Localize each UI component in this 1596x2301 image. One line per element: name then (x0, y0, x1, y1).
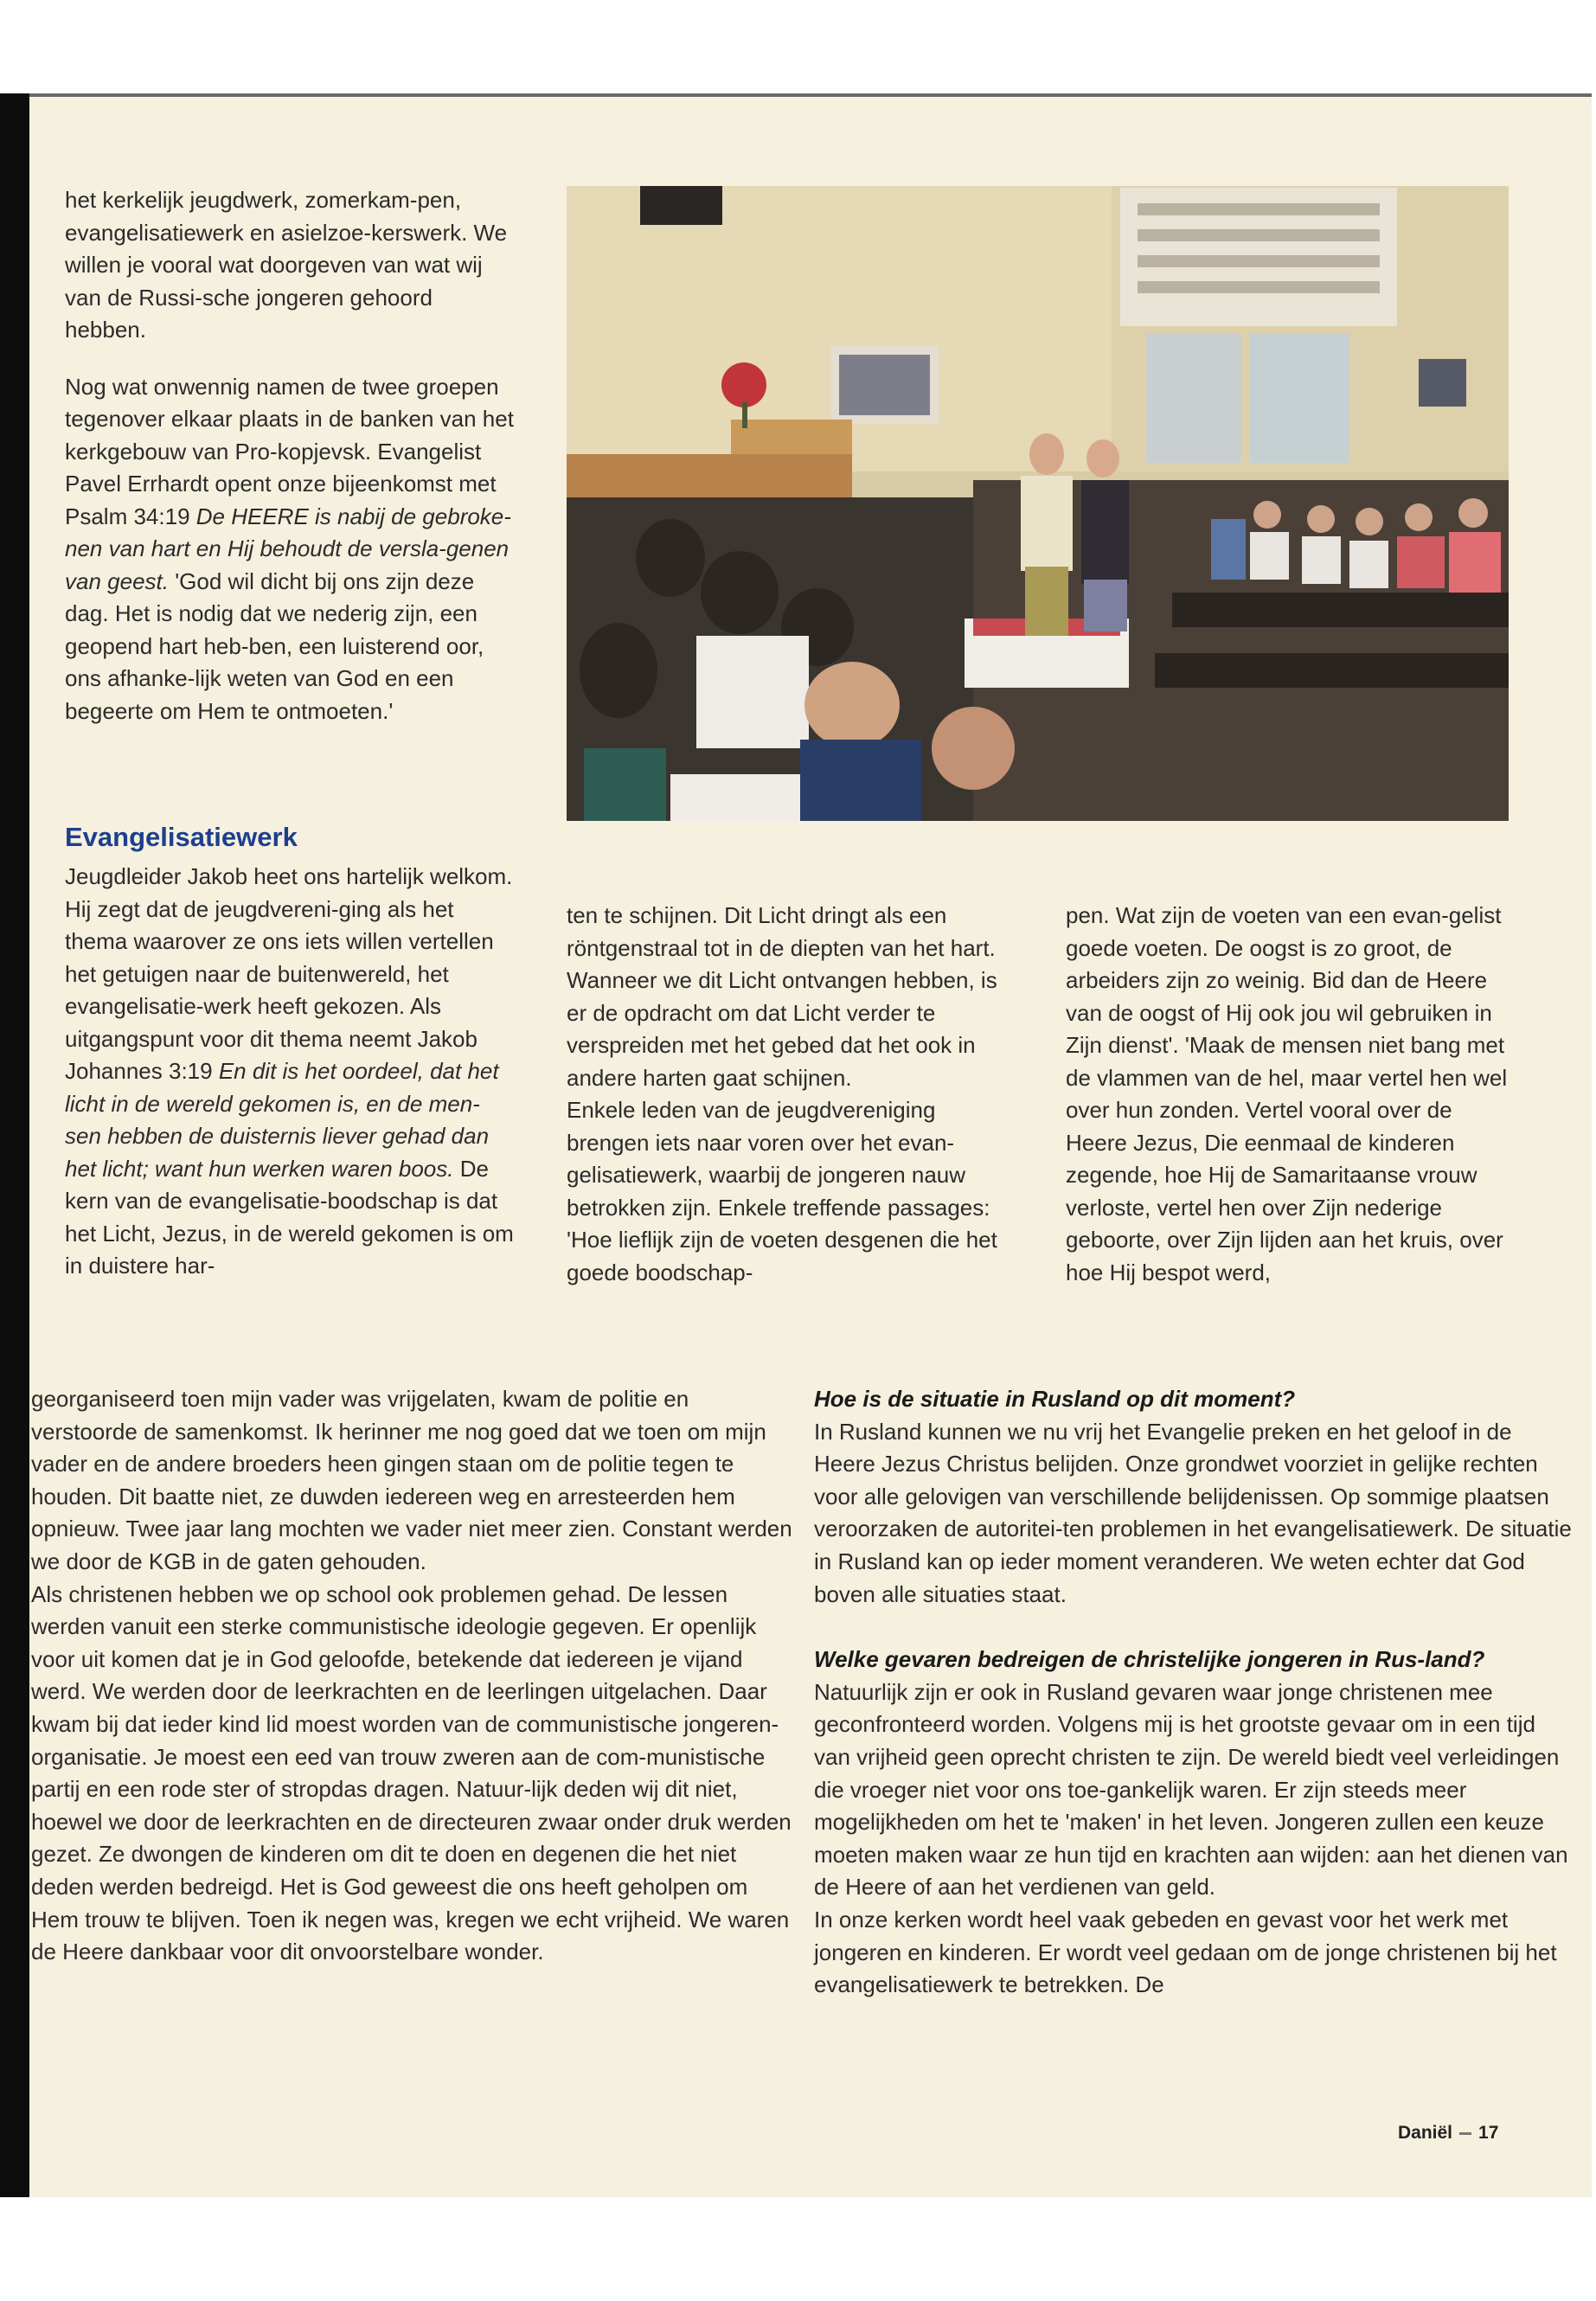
interview-column-right (814, 1383, 1575, 2002)
article-column-1-bottom (65, 861, 515, 1283)
paragraph: georganiseerd toen mijn vader was vrijgelaten, kwam de politie en verstoorde de samenkomst. Ik herinner me nog goed dat we toen om mijn vader en de andere broeders heen gingen staan om de politie tegen te houden. Dit baatte niet, ze duwden iedereen weg en arresteerden hem opnieuw. Twee jaar lang mochten we vader niet meer zien. Constant werden we door de KGB in de gaten gehouden. (31, 1386, 792, 1574)
magazine-page (29, 93, 1592, 2197)
interview-answer: In Rusland kunnen we nu vrij het Evangelie preken en het geloof in de Heere Jezus Christus belijden. Onze grondwet voorziet in gelijke rechten voor alle gelovigen van verschillende belijdenissen. Op sommige plaatsen veroorzaken de autoritei-ten problemen in het evangelisatiewerk. De situatie in Rusland kan op ieder moment veranderen. We weten echter dat God boven alle situaties staat. (814, 1418, 1572, 1607)
page-footer (1398, 2123, 1498, 2144)
paragraph: Als christenen hebben we op school ook problemen gehad. De lessen werden vanuit een sterke communistische ideologie gegeven. Er openlijk voor uit komen dat je in God geloofde, betekende dat iedereen je vijand werd. We werden door de leerkrachten en de leerlingen uitgelachen. Daar kwam bij dat ieder kind lid moest worden van de communistische jongeren-organisatie. Je moest een eed van trouw zweren aan de com-munistische partij en een rode ster of stropdas dragen. Natuur-lijk deden wij dit niet, hoewel we door de leerkrachten en de directeuren zwaar onder druk werden gezet. Ze dwongen de kinderen om dit te doen en degenen die het niet deden werden bedreigd. Het is God geweest die ons heeft geholpen om Hem trouw te blijven. Toen ik negen was, kregen we echt vrijheid. We waren de Heere dankbaar voor dit onvoorstelbare wonder. (31, 1580, 792, 1965)
interview-answer: Natuurlijk zijn er ook in Rusland gevaren waar jonge christenen mee geconfronteerd worden. Volgens mij is het grootste gevaar om in een tijd van vrijheid geen oprecht christen te zijn. De wereld biedt veel verleidingen die vroeger niet voor ons toe-gankelijk waren. Er zijn steeds meer mogelijkheden om het te 'maken' in het leven. Jongeren zullen een keuze moeten maken waar ze hun tijd en krachten aan wijden: aan het dienen van de Heere of aan het verdienen van geld. (814, 1678, 1568, 1900)
scan-edge (0, 93, 29, 2197)
interview-question: Hoe is de situatie in Rusland op dit moment? (814, 1386, 1296, 1412)
paragraph: Nog wat onwennig namen de twee groepen tegenover elkaar plaats in de banken van het kerkgebouw van Pro-kopjevsk. Evangelist Pavel Errhardt opent onze bijeenkomst met Psalm 34:19 De HEERE is nabij de gebroke-nen van hart en Hij behoudt de versla-genen van geest. 'God wil dicht bij ons zijn deze dag. Het is nodig dat we nederig zijn, een geopend hart heb-ben, een luisterend oor, ons afhanke-lijk weten van God en een begeerte om Hem te ontmoeten.' (65, 373, 514, 724)
page-number: 17 (1478, 2123, 1499, 2143)
interview-column-left (31, 1383, 792, 1969)
article-column-2 (567, 900, 1021, 1289)
article-column-1-top (65, 184, 515, 727)
photo-illustration (567, 186, 1509, 821)
scripture-quote: En dit is het oordeel, dat het licht in de wereld gekomen is, en de men-sen hebben de duisternis liever gehad dan het licht; want hun werken waren boos. (65, 1058, 499, 1182)
paragraph: pen. Wat zijn de voeten van een evan-gelist goede voeten. De oogst is zo groot, de arbeiders zijn zo weinig. Bid dan de Heere van de oogst of Hij ook jou wil gebruiken in Zijn dienst'. 'Maak de mensen niet bang met de vlammen van de hel, maar vertel hen wel over hun zonden. Vertel vooral over de Heere Jezus, Die eenmaal de kinderen zegende, hoe Hij de Samaritaanse vrouw verloste, vertel hen over Zijn nederige geboorte, over Zijn lijden aan het kruis, over hoe Hij bespot werd, (1066, 902, 1508, 1285)
paragraph: het kerkelijk jeugdwerk, zomerkam-pen, evangelisatiewerk en asielzoe-kerswerk. We willen je vooral wat doorgeven van wat wij van de Russi-sche jongeren gehoord hebben. (65, 187, 508, 343)
folio-dash (1459, 2132, 1471, 2135)
article-column-3 (1066, 900, 1516, 1289)
interview-question: Welke gevaren bedreigen de christelijke jongeren in Rus-land? (814, 1646, 1485, 1673)
paragraph: Jeugdleider Jakob heet ons hartelijk welkom. Hij zegt dat de jeugdvereni-ging als het thema waarover ze ons iets willen vertellen het getuigen naar de buitenwereld, het evangelisatie-werk heeft gekozen. Als uitgangspunt voor dit thema neemt Jakob Johannes 3:19 En dit is het oordeel, dat het licht in de wereld gekomen is, en de men-sen hebben de duisternis liever gehad dan het licht; want hun werken waren boos. De kern van de evangelisatie-boodschap is dat het Licht, Jezus, in de wereld gekomen is om in duistere har- (65, 863, 514, 1279)
magazine-name: Daniël (1398, 2123, 1453, 2143)
interview-answer: In onze kerken wordt heel vaak gebeden en gevast voor het werk met jongeren en kinderen. Er wordt veel gedaan om de jonge christenen bij het evangelisatiewerk te betrekken. De (814, 1906, 1557, 1998)
top-rule (29, 93, 1592, 97)
paragraph: Enkele leden van de jeugdvereniging brengen iets naar voren over het evan-gelisatiewerk, waarbij de jongeren nauw betrokken zijn. Enkele treffende passages: 'Hoe lieflijk zijn de voeten desgenen die het goede boodschap- (567, 1097, 997, 1285)
church-meeting-photo (567, 186, 1509, 821)
paragraph: ten te schijnen. Dit Licht dringt als een röntgenstraal tot in de diepten van het hart. Wanneer we dit Licht ontvangen hebben, is er de opdracht om dat Licht verder te verspreiden met het gebed dat het ook in andere harten gaat schijnen. (567, 902, 997, 1091)
scripture-quote: De HEERE is nabij de gebroke-nen van hart en Hij behoudt de versla-genen van geest. (65, 503, 511, 594)
section-heading: Evangelisatiewerk (65, 822, 298, 852)
